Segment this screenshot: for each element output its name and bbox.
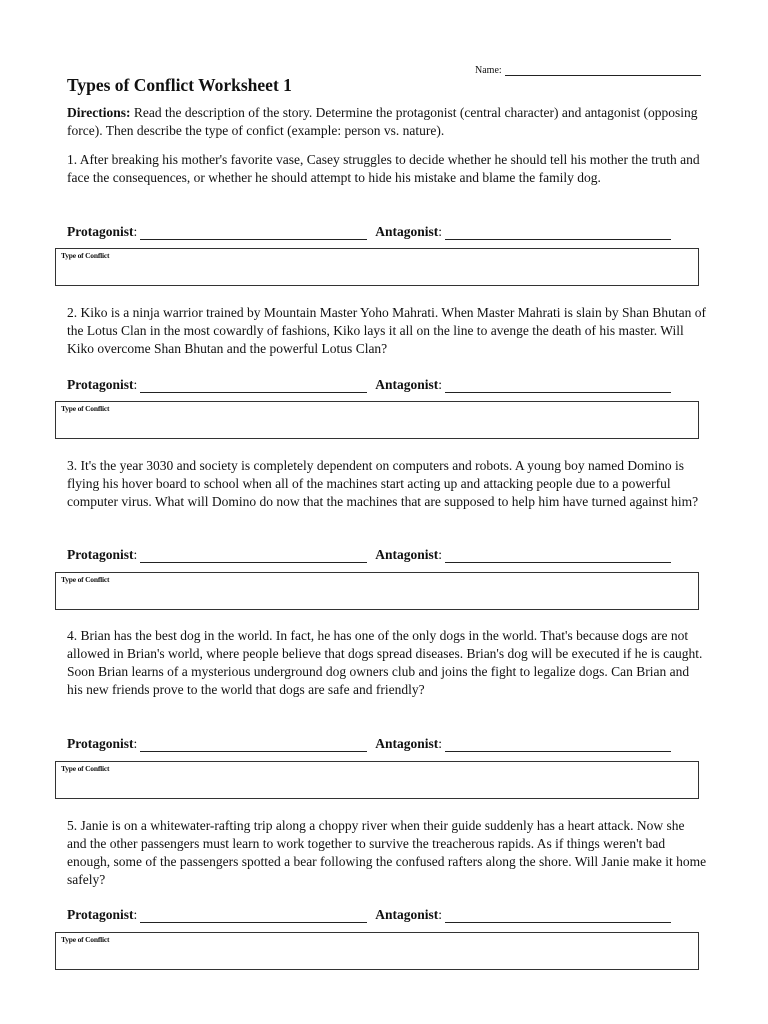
protagonist-line[interactable]: [140, 738, 367, 752]
conflict-box-label: Type of Conflict: [61, 404, 110, 413]
question-3: 3. It's the year 3030 and society is completely dependent on computers and robots. A young boy named Domino is flying his hover board to school when all of the machines start acting up and attacking people due to a powerful computer virus. What will Domino do now that the machines that are supposed to help him have turned against him?: [67, 458, 699, 509]
antagonist-label: Antagonist: [375, 736, 439, 751]
conflict-box-1[interactable]: [55, 248, 699, 286]
question-5: 5. Janie is on a whitewater-rafting trip along a choppy river when their guide suddenly has a heart attack. Now she and the other passengers must learn to work together to survive the treacherous rapids. As if things weren't bad enough, some of the passengers spotted a bear following the confused rafters along the shore. Will Janie make it home safely?: [67, 818, 707, 887]
question-4: 4. Brian has the best dog in the world. In fact, he has one of the only dogs in the world. That's because dogs are not allowed in Brian's world, where people believe that dogs spread diseases. Brian's dog will be executed if he is caught. Soon Brian learns of a mysterious underground dog owners club and joins the fight to legalize dogs. Can Brian and his new friends prove to the world that dogs are safe and friendly?: [67, 628, 703, 697]
colon: :: [438, 547, 443, 562]
antagonist-line[interactable]: [445, 379, 671, 393]
protagonist-label: Protagonist: [67, 377, 134, 392]
conflict-box-4[interactable]: [55, 761, 699, 799]
colon: :: [438, 377, 443, 392]
answer-row-2: [67, 375, 692, 393]
antagonist-line[interactable]: [445, 549, 671, 563]
name-label: Name:: [475, 65, 502, 76]
conflict-box-label: Type of Conflict: [61, 764, 110, 773]
answer-row-5: [67, 905, 692, 923]
antagonist-label: Antagonist: [375, 907, 439, 922]
protagonist-line[interactable]: [140, 379, 367, 393]
conflict-box-5[interactable]: [55, 932, 699, 970]
antagonist-label: Antagonist: [375, 224, 439, 239]
colon: :: [438, 736, 443, 751]
name-line[interactable]: [505, 63, 701, 76]
protagonist-label: Protagonist: [67, 907, 134, 922]
conflict-box-label: Type of Conflict: [61, 935, 110, 944]
colon: :: [133, 547, 138, 562]
conflict-box-3[interactable]: [55, 572, 699, 610]
antagonist-line[interactable]: [445, 738, 671, 752]
colon: :: [133, 907, 138, 922]
antagonist-label: Antagonist: [375, 377, 439, 392]
protagonist-line[interactable]: [140, 909, 367, 923]
directions-label: Directions:: [67, 105, 131, 120]
answer-row-4: [67, 734, 692, 752]
question-2: 2. Kiko is a ninja warrior trained by Mountain Master Yoho Mahrati. When Master Mahrati is slain by Shan Bhutan of the Lotus Clan in the most cowardly of fashions, Kiko lays it all on the line to avenge the death of his master. Will Kiko overcome Shan Bhutan and the powerful Lotus Clan?: [67, 305, 707, 356]
conflict-box-2[interactable]: [55, 401, 699, 439]
colon: :: [133, 736, 138, 751]
colon: :: [133, 377, 138, 392]
answer-row-3: [67, 545, 692, 563]
colon: :: [438, 907, 443, 922]
directions-text: Read the description of the story. Determine the protagonist (central character) and antagonist (opposing force). Then describe the type of confict (example: person vs. nature).: [67, 105, 698, 138]
answer-row-1: [67, 222, 692, 240]
protagonist-label: Protagonist: [67, 224, 134, 239]
name-field[interactable]: [475, 60, 701, 76]
antagonist-line[interactable]: [445, 909, 671, 923]
protagonist-line[interactable]: [140, 549, 367, 563]
protagonist-line[interactable]: [140, 226, 367, 240]
protagonist-label: Protagonist: [67, 736, 134, 751]
protagonist-label: Protagonist: [67, 547, 134, 562]
worksheet-title: Types of Conflict Worksheet 1: [67, 75, 292, 95]
antagonist-line[interactable]: [445, 226, 671, 240]
question-1: 1. After breaking his mother's favorite vase, Casey struggles to decide whether he should tell his mother the truth and face the consequences, or whether he should attempt to hide his mistake and blame the family dog.: [67, 152, 700, 185]
colon: :: [133, 224, 138, 239]
antagonist-label: Antagonist: [375, 547, 439, 562]
conflict-box-label: Type of Conflict: [61, 575, 110, 584]
directions: [67, 104, 707, 139]
colon: :: [438, 224, 443, 239]
conflict-box-label: Type of Conflict: [61, 251, 110, 260]
